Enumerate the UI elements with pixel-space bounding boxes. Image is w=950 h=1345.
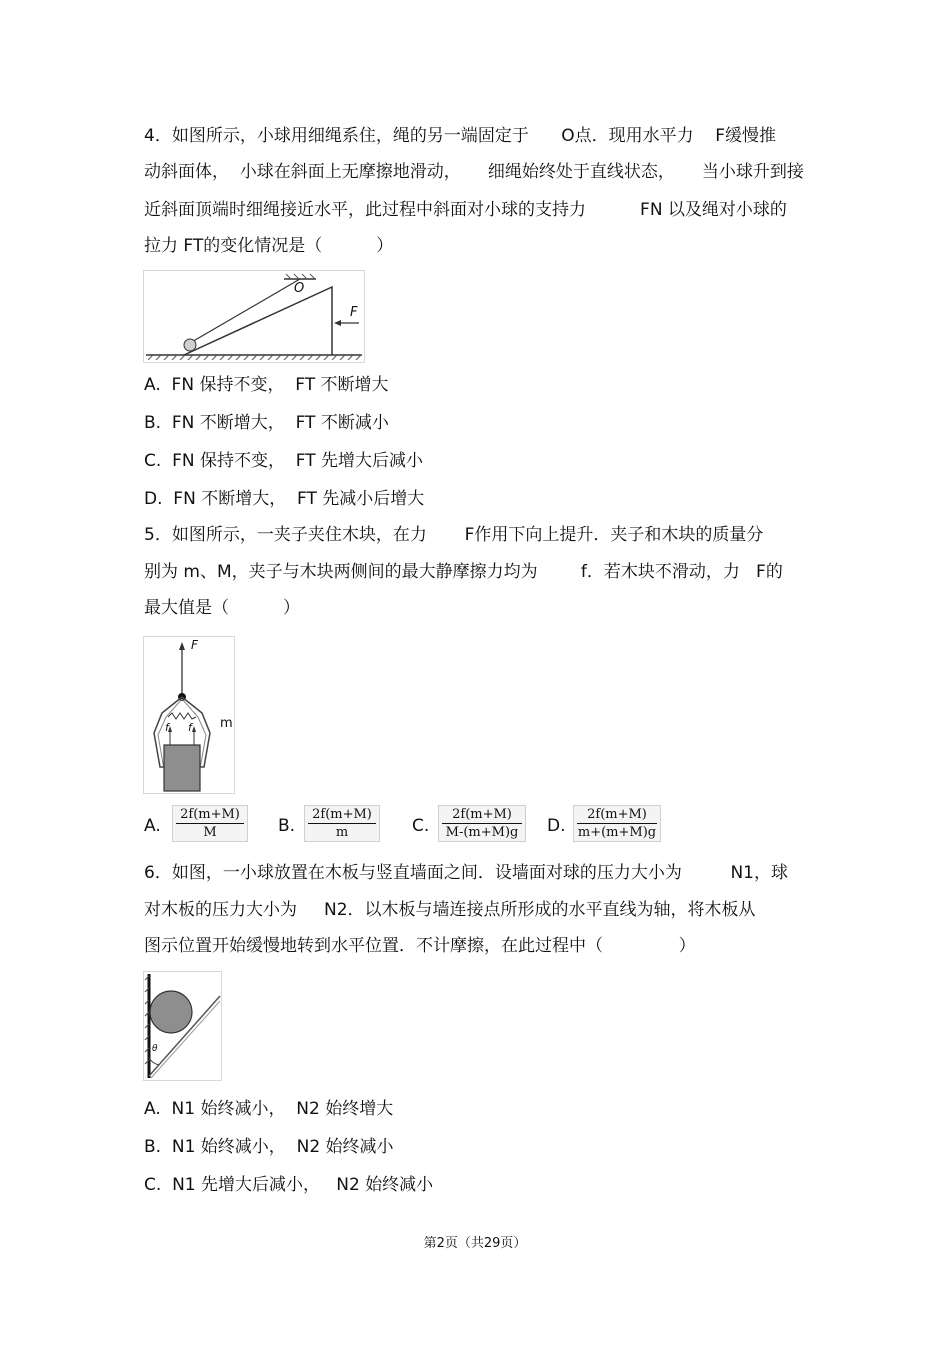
q5-line-1: 5．如图所示，一夹子夹住木块，在力 F作用下向上提升．夹子和木块的质量分 [144, 525, 764, 545]
page-footer: 第2页（共29页） [423, 1236, 527, 1251]
q6-angle-label: θ [152, 1044, 158, 1054]
q6-option-b: B. N1 始终减小， N2 始终减小 [144, 1137, 394, 1157]
q4-point-o-label: O [294, 281, 305, 296]
q6-line-3: 图示位置开始缓慢地转到水平位置．不计摩擦，在此过程中（ ） [144, 936, 696, 956]
q5-option-d-denominator: m+(m+M)g [577, 825, 657, 840]
q5-force-label: F [191, 638, 198, 652]
q5-option-a-numerator: 2f(m+M) [176, 807, 244, 824]
q5-friction-left-label: f [165, 721, 169, 734]
q5-option-c-denominator: M-(m+M)g [445, 825, 519, 840]
q6-line-2: 对木板的压力大小为 N2．以木板与墙连接点所形成的水平直线为轴，将木板从 [144, 900, 756, 920]
q5-option-d-label: D. [547, 816, 566, 836]
q5-option-a-denominator: M [203, 825, 217, 840]
q5-option-b-numerator: 2f(m+M) [308, 807, 376, 824]
q4-line-4: 拉力 FT的变化情况是（ ） [144, 236, 394, 256]
q5-friction-right-label: f [188, 721, 192, 734]
q5-option-b-denominator: m [335, 825, 349, 840]
q4-incline-figure [143, 270, 365, 363]
q5-option-a-formula [172, 805, 248, 842]
q5-option-d-formula [573, 805, 661, 842]
q5-clamp-figure [143, 636, 235, 794]
q5-line-2: 别为 m、M，夹子与木块两侧间的最大静摩擦力均为 f．若木块不滑动，力 F的 [144, 562, 783, 582]
q5-option-d-numerator: 2f(m+M) [577, 807, 657, 824]
q5-option-c-label: C. [412, 816, 430, 836]
q6-option-c: C. N1 先增大后减小， N2 始终减小 [144, 1175, 434, 1195]
q4-option-d: D. FN 不断增大， FT 先减小后增大 [144, 489, 425, 509]
q5-option-c-formula [438, 805, 526, 842]
q6-line-1: 6．如图，一小球放置在木板与竖直墙面之间．设墙面对球的压力大小为 N1，球 [144, 863, 788, 883]
q6-wall-board-figure [143, 971, 222, 1081]
q5-option-b-label: B. [278, 816, 296, 836]
q4-option-b: B. FN 不断增大， FT 不断减小 [144, 413, 389, 433]
q5-mass-label: m [220, 716, 233, 731]
q4-line-2: 动斜面体， 小球在斜面上无摩擦地滑动， 细绳始终处于直线状态， 当小球升到接 [144, 162, 804, 182]
q4-option-c: C. FN 保持不变， FT 先增大后减小 [144, 451, 424, 471]
q4-line-1: 4．如图所示，小球用细绳系住，绳的另一端固定于 O点．现用水平力 F缓慢推 [144, 126, 777, 146]
q5-option-a-label: A. [144, 816, 161, 836]
q6-option-a: A. N1 始终减小， N2 始终增大 [144, 1099, 394, 1119]
q4-force-label: F [350, 305, 358, 320]
q4-option-a: A. FN 保持不变， FT 不断增大 [144, 375, 389, 395]
q5-line-3: 最大值是（ ） [144, 598, 301, 618]
q5-option-b-formula [304, 805, 380, 842]
q4-line-3: 近斜面顶端时细绳接近水平，此过程中斜面对小球的支持力 FN 以及绳对小球的 [144, 200, 787, 220]
q5-option-c-numerator: 2f(m+M) [442, 807, 522, 824]
